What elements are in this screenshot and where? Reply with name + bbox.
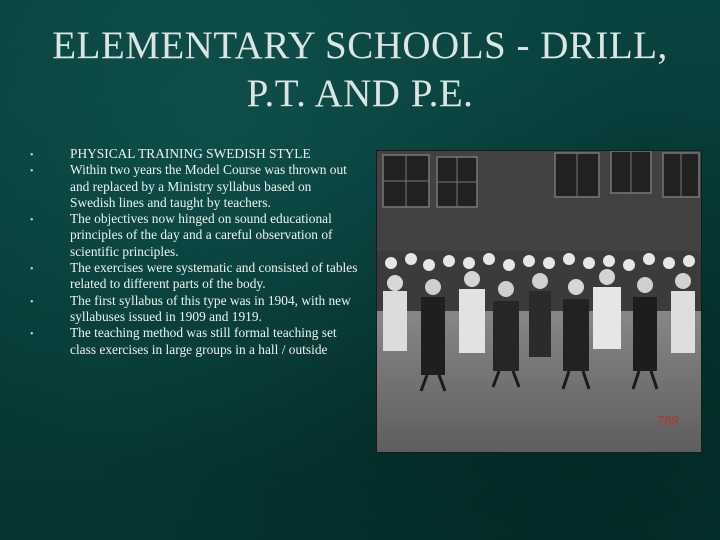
historical-photo <box>376 150 702 453</box>
bullet-icon: • <box>30 296 34 308</box>
bullet-icon: • <box>30 166 34 178</box>
bullet-icon: • <box>30 264 34 276</box>
bullet-text: The objectives now hinged on sound educational principles of the day and a careful observation of scientific principles. <box>70 211 333 259</box>
bullet-item <box>28 325 358 358</box>
slide-title <box>20 22 700 118</box>
photo-number-label: 769 <box>657 413 679 428</box>
title-line-2: P.T. AND P.E. <box>246 72 474 115</box>
bullet-text: The teaching method was still formal teaching set class exercises in large groups in a hall / outside <box>70 325 337 357</box>
bullet-icon: • <box>30 329 34 341</box>
bullet-icon: • <box>30 215 34 227</box>
bullet-text: The first syllabus of this type was in 1904, with new syllabuses issued in 1909 and 1919. <box>70 292 351 324</box>
bullet-item <box>28 260 358 293</box>
bullet-list <box>28 146 358 358</box>
bullet-item <box>28 211 358 260</box>
photo-illustration <box>377 151 701 452</box>
bullet-text: The exercises were systematic and consisted of tables related to different parts of the body. <box>70 260 358 292</box>
bullet-item <box>28 146 358 162</box>
bullet-text: Within two years the Model Course was thrown out and replaced by a Ministry syllabus based on Swedish lines and taught by teachers. <box>70 162 347 210</box>
bullet-item <box>28 293 358 326</box>
bullet-item <box>28 162 358 211</box>
bullet-text: PHYSICAL TRAINING SWEDISH STYLE <box>70 146 311 161</box>
title-line-1: ELEMENTARY SCHOOLS - DRILL, <box>52 24 668 67</box>
bullet-icon: • <box>30 150 34 161</box>
